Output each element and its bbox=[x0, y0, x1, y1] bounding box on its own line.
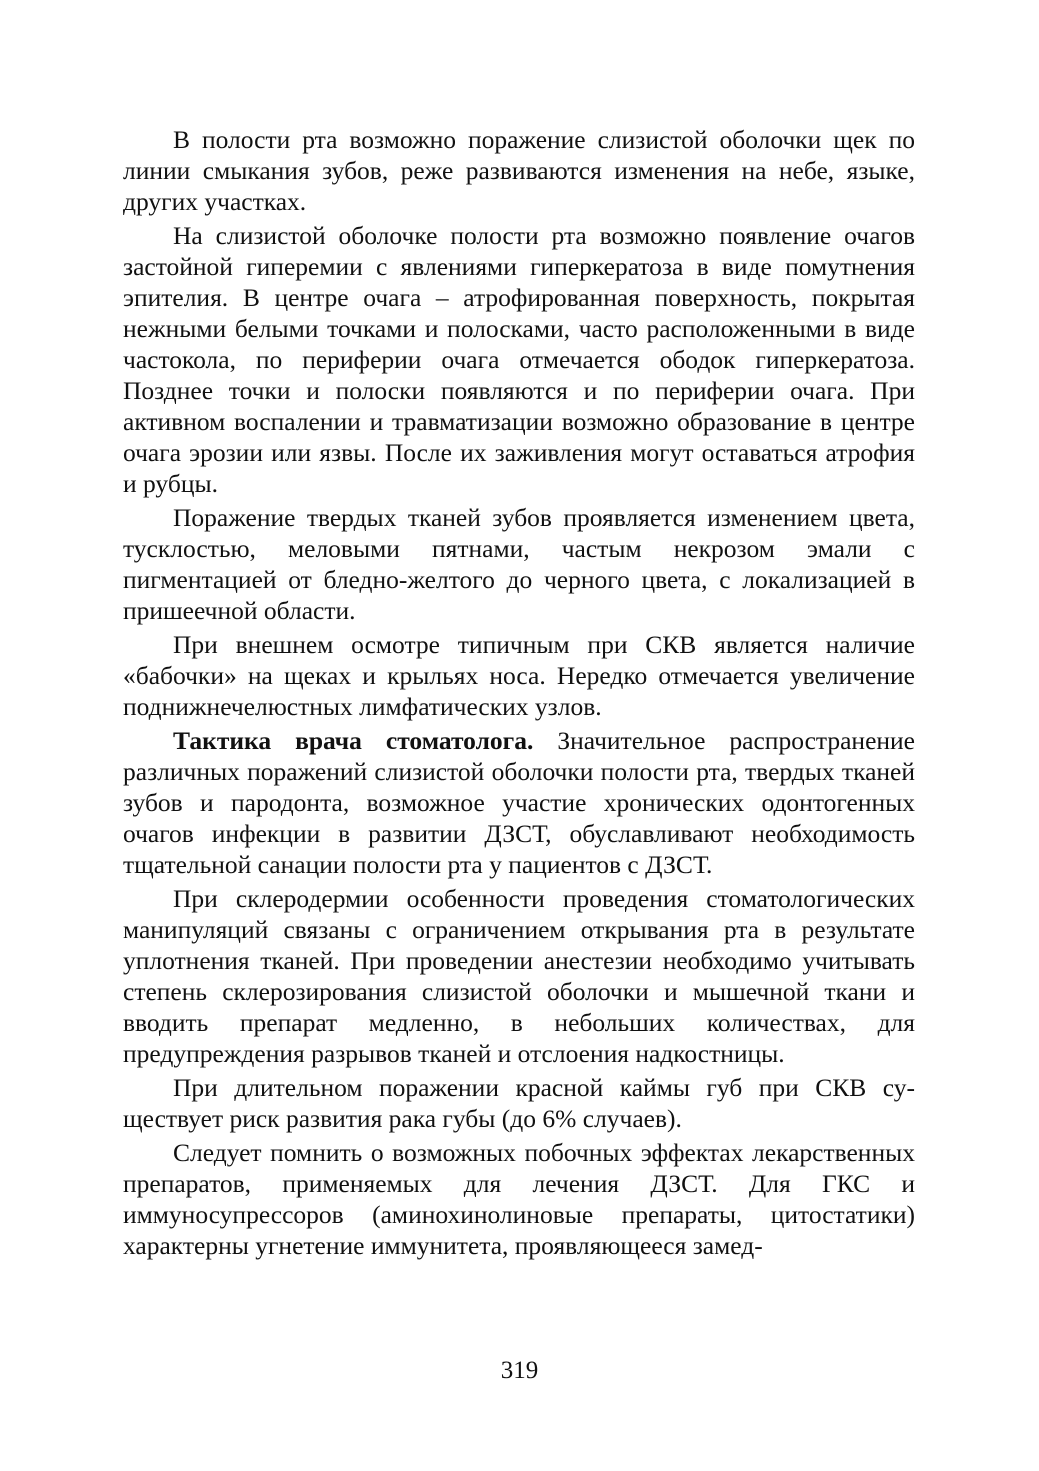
paragraph-8-text: Следует помнить о возможных побочных эффектах лекарственных препаратов, применяемых для лечения ДЗСТ. Для ГКС и иммуносупрессоров (аминохинолиновые препараты, цитостатики) характерны угнетение иммунитета, проявляющееся замед- bbox=[123, 1138, 915, 1260]
paragraph-7 bbox=[123, 1072, 915, 1134]
paragraph-5 bbox=[123, 725, 915, 880]
paragraph-1-text: В полости рта возможно поражение слизистой оболочки щек по линии смыкания зубов, реже развиваются изменения на небе, языке, других участках. bbox=[123, 125, 915, 216]
paragraph-3-text: Поражение твердых тканей зубов проявляется изменением цвета, тусклостью, меловыми пятнами, частым некрозом эмали с пигментацией от бледно-желтого до черного цвета, с локализацией в пришеечной области. bbox=[123, 503, 915, 625]
paragraph-6 bbox=[123, 883, 915, 1069]
paragraph-1 bbox=[123, 124, 915, 217]
paragraph-7-text: При длительном поражении красной каймы губ при СКВ существует риск развития рака губы (до 6% случаев). bbox=[123, 1073, 915, 1133]
paragraph-4 bbox=[123, 629, 915, 722]
paragraph-2 bbox=[123, 220, 915, 499]
paragraph-5-text: Значительное распространение различных поражений слизистой оболочки полости рта, твердых тканей зубов и пародонта, возможное участие хронических одонтогенных очагов инфекции в развитии ДЗСТ, обуславливают необходимость тщательной санации полости рта у пациентов с ДЗСТ. bbox=[123, 726, 915, 879]
paragraph-4-text: При внешнем осмотре типичным при СКВ является наличие «бабочки» на щеках и крыльях носа. Нередко отмечается увеличение поднижнечелюстных лимфатических узлов. bbox=[123, 630, 915, 721]
paragraph-2-text: На слизистой оболочке полости рта возможно появление очагов застойной гиперемии с явлениями гиперкератоза в виде помутнения эпителия. В центре очага – атрофированная поверхность, покрытая нежными белыми точками и полосками, часто расположенными в виде частокола, по периферии очага отмечается ободок гиперкератоза. Позднее точки и полоски появляются и по периферии очага. При активном воспалении и травматизации возможно образование в центре очага эрозии или язвы. После их заживления могут оставаться атрофия и рубцы. bbox=[123, 221, 915, 498]
paragraph-5-heading: Тактика врача стоматолога. bbox=[173, 726, 534, 755]
page-number: 319 bbox=[500, 1357, 539, 1384]
paragraph-8 bbox=[123, 1137, 915, 1261]
paragraph-6-text: При склеродермии особенности проведения стоматологических манипуляций связаны с ограничением открывания рта в результате уплотнения тканей. При проведении анестезии необходимо учитывать степень склерозирования слизистой оболочки и мышечной ткани и вводить препарат медленно, в небольших количествах, для предупреждения разрывов тканей и отслоения надкостницы. bbox=[123, 884, 915, 1068]
paragraph-3 bbox=[123, 502, 915, 626]
page-body bbox=[123, 124, 915, 1261]
